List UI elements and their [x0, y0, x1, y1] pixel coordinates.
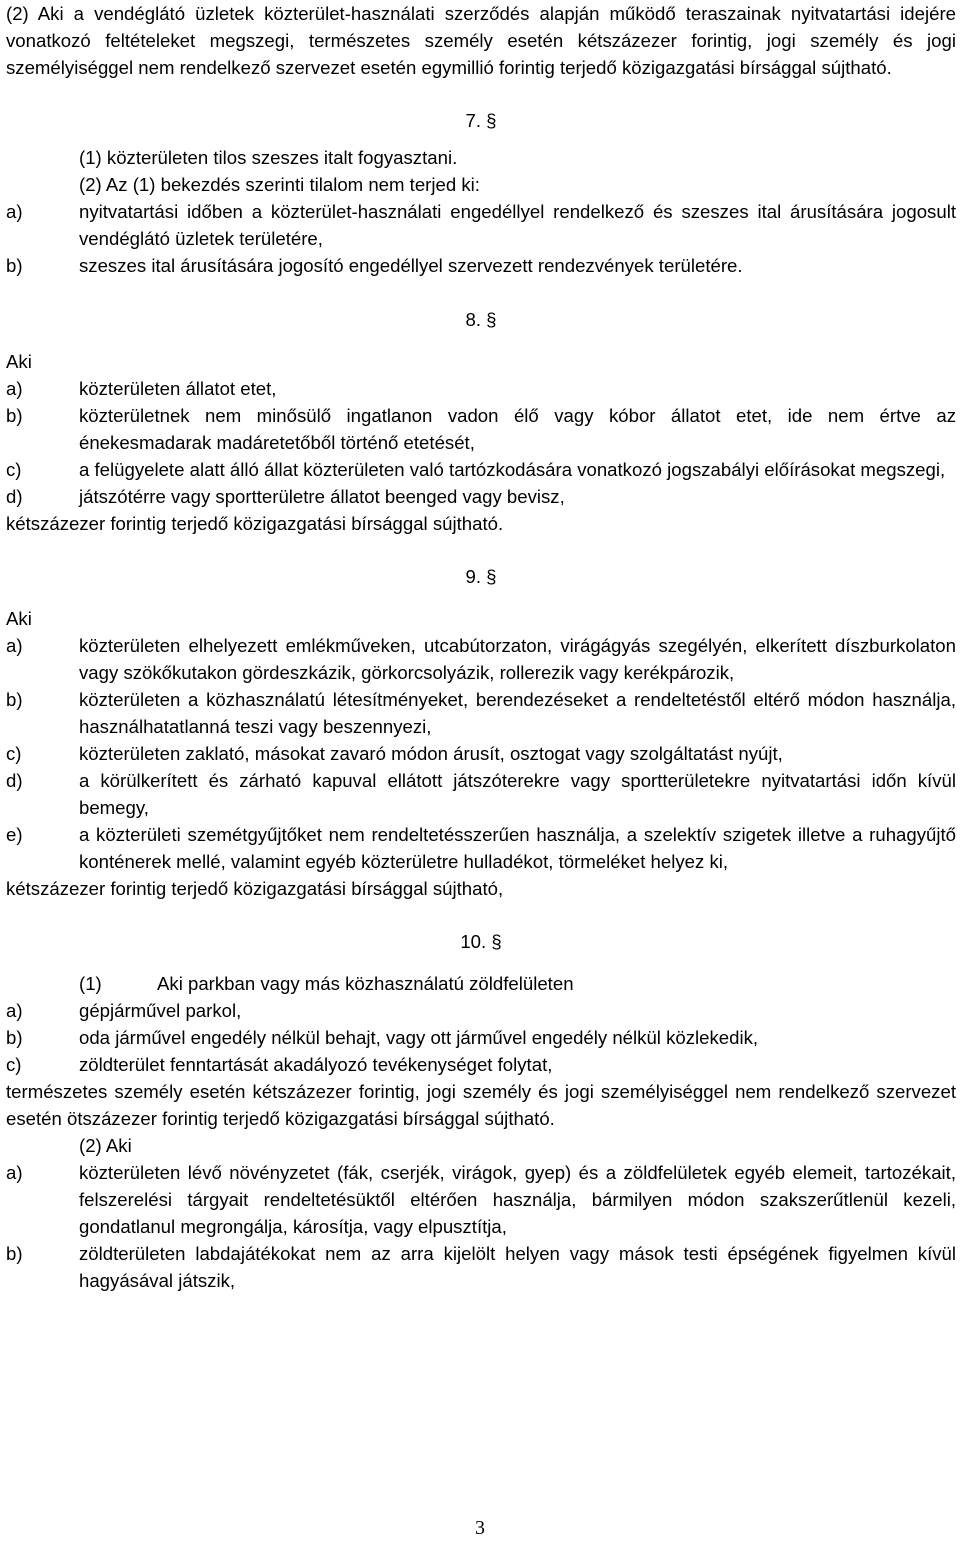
item-text: gépjárművel parkol,	[79, 1000, 242, 1021]
item-label: c)	[6, 1054, 22, 1075]
section-9-item-d	[6, 767, 956, 821]
item-label: e)	[6, 824, 23, 845]
item-text: közterületen a közhasználatú létesítményeket, berendezéseket a rendeltetéstől eltérő módon használja, használhatatlanná teszi vagy beszennyezi,	[79, 689, 956, 737]
item-text: a közterületi szemétgyűjtőket nem rendeltetésszerűen használja, a szelektív szigetek illetve a ruhagyűjtő konténerek mellé, valamint egyéb közterületre hulladékot, törmeléket helyez ki,	[79, 824, 956, 872]
item-text: zöldterületen labdajátékokat nem az arra kijelölt helyen vagy mások testi épségének figyelmen kívül hagyásával játszik,	[79, 1243, 956, 1291]
page-number: 3	[475, 1517, 485, 1539]
section-10-item-c	[6, 1051, 956, 1078]
section-7-item-b	[6, 252, 956, 279]
section-9-item-a	[6, 632, 956, 686]
paragraph-number	[6, 970, 79, 997]
item-label: c)	[6, 459, 22, 480]
section-10-2-item-a	[6, 1159, 956, 1240]
section-7-paragraph-1: (1) közterületen tilos szeszes italt fogyasztani.	[79, 147, 458, 168]
section-10-2-item-b	[6, 1240, 956, 1294]
item-text: közterületen elhelyezett emlékműveken, utcabútorzaton, virágágyás szegélyén, elkerített díszburkolaton vagy szökőkutakon gördeszkázik, görkorcsolyázik, rollerezik vagy kerékpározik,	[79, 635, 956, 683]
item-label: a)	[6, 1000, 23, 1021]
section-10-item-b	[6, 1024, 956, 1051]
item-text: közterületnek nem minősülő ingatlanon vadon élő vagy kóbor állatot etet, ide nem értve az énekesmadarak madáretetőből történő etetését,	[79, 405, 956, 453]
section-8-item-c	[6, 456, 956, 483]
section-7-item-a	[6, 198, 956, 252]
item-label: c)	[6, 743, 22, 764]
item-label: a)	[6, 635, 23, 656]
paragraph-text: Aki parkban vagy más közhasználatú zöldfelületen	[157, 973, 574, 994]
item-text: a felügyelete alatt álló állat közterületen való tartózkodására vonatkozó jogszabályi előírásokat megszegi,	[79, 459, 946, 480]
section-8-intro: Aki	[6, 351, 32, 372]
paragraph-number-text: (1)	[79, 973, 102, 994]
item-text: a körülkerített és zárható kapuval ellátott játszóterekre vagy sportterületekre nyitvatartási időn kívül bemegy,	[79, 770, 956, 818]
document-page	[6, 0, 956, 1294]
item-label: b)	[6, 689, 23, 710]
section-10-heading: 10. §	[460, 931, 502, 952]
section-10-paragraph-1	[6, 970, 956, 997]
item-label: a)	[6, 1162, 23, 1183]
item-text: közterületen állatot etet,	[79, 378, 277, 399]
section-9-intro: Aki	[6, 608, 32, 629]
item-label: d)	[6, 770, 23, 791]
item-text: oda járművel engedély nélkül behajt, vagy ott járművel engedély nélkül közlekedik,	[79, 1027, 759, 1048]
section-10-item-a	[6, 997, 956, 1024]
item-text: zöldterület fenntartását akadályozó tevékenységet folytat,	[79, 1054, 553, 1075]
item-label: b)	[6, 405, 23, 426]
section-8-heading: 8. §	[465, 309, 497, 330]
paragraph-6-2: (2) Aki a vendéglátó üzletek közterület-használati szerződés alapján működő teraszainak nyitvatartási idejére vonatkozó feltételeket megszegi, természetes személy esetén kétszázezer forintig, jogi személy és jogi személyiséggel nem rendelkező szervezet esetén egymillió forintig terjedő közigazgatási bírsággal sújtható.	[6, 3, 956, 78]
section-9-heading: 9. §	[465, 566, 497, 587]
item-label: a)	[6, 378, 23, 399]
section-9-item-e	[6, 821, 956, 875]
item-label: d)	[6, 486, 23, 507]
item-label: a)	[6, 201, 23, 222]
section-9-item-b	[6, 686, 956, 740]
item-text: közterületen lévő növényzetet (fák, cserjék, virágok, gyep) és a zöldfelületek egyéb elemeit, tartozékait, felszerelési tárgyait rendeltetésüktől eltérően használja, bármilyen módon szakszerűtlenül kezeli, gondatlanul megrongálja, károsítja, vagy elpusztítja,	[79, 1162, 956, 1237]
section-7-heading: 7. §	[465, 110, 497, 131]
item-text: nyitvatartási időben a közterület-használati engedéllyel rendelkező és szeszes ital árusítására jogosult vendéglátó üzletek területére,	[79, 201, 956, 249]
item-label: b)	[6, 255, 23, 276]
section-7-paragraph-2: (2) Az (1) bekezdés szerinti tilalom nem terjed ki:	[79, 174, 480, 195]
section-8-item-d	[6, 483, 956, 510]
item-label: b)	[6, 1243, 23, 1264]
item-text: szeszes ital árusítására jogosító engedéllyel szervezett rendezvények területére.	[79, 255, 743, 276]
section-9-item-c	[6, 740, 956, 767]
section-8-closing: kétszázezer forintig terjedő közigazgatási bírsággal sújtható.	[6, 513, 504, 534]
section-8-item-b	[6, 402, 956, 456]
section-10-closing: természetes személy esetén kétszázezer forintig, jogi személy és jogi személyiséggel nem rendelkező szervezet esetén ötszázezer forintig terjedő közigazgatási bírsággal sújtható.	[6, 1081, 956, 1129]
section-10-paragraph-2: (2) Aki	[79, 1135, 132, 1156]
section-8-item-a	[6, 375, 956, 402]
item-text: közterületen zaklató, másokat zavaró módon árusít, osztogat vagy szolgáltatást nyújt,	[79, 743, 783, 764]
item-text: játszótérre vagy sportterületre állatot beenged vagy bevisz,	[79, 486, 565, 507]
item-label: b)	[6, 1027, 23, 1048]
section-9-closing: kétszázezer forintig terjedő közigazgatási bírsággal sújtható,	[6, 878, 504, 899]
